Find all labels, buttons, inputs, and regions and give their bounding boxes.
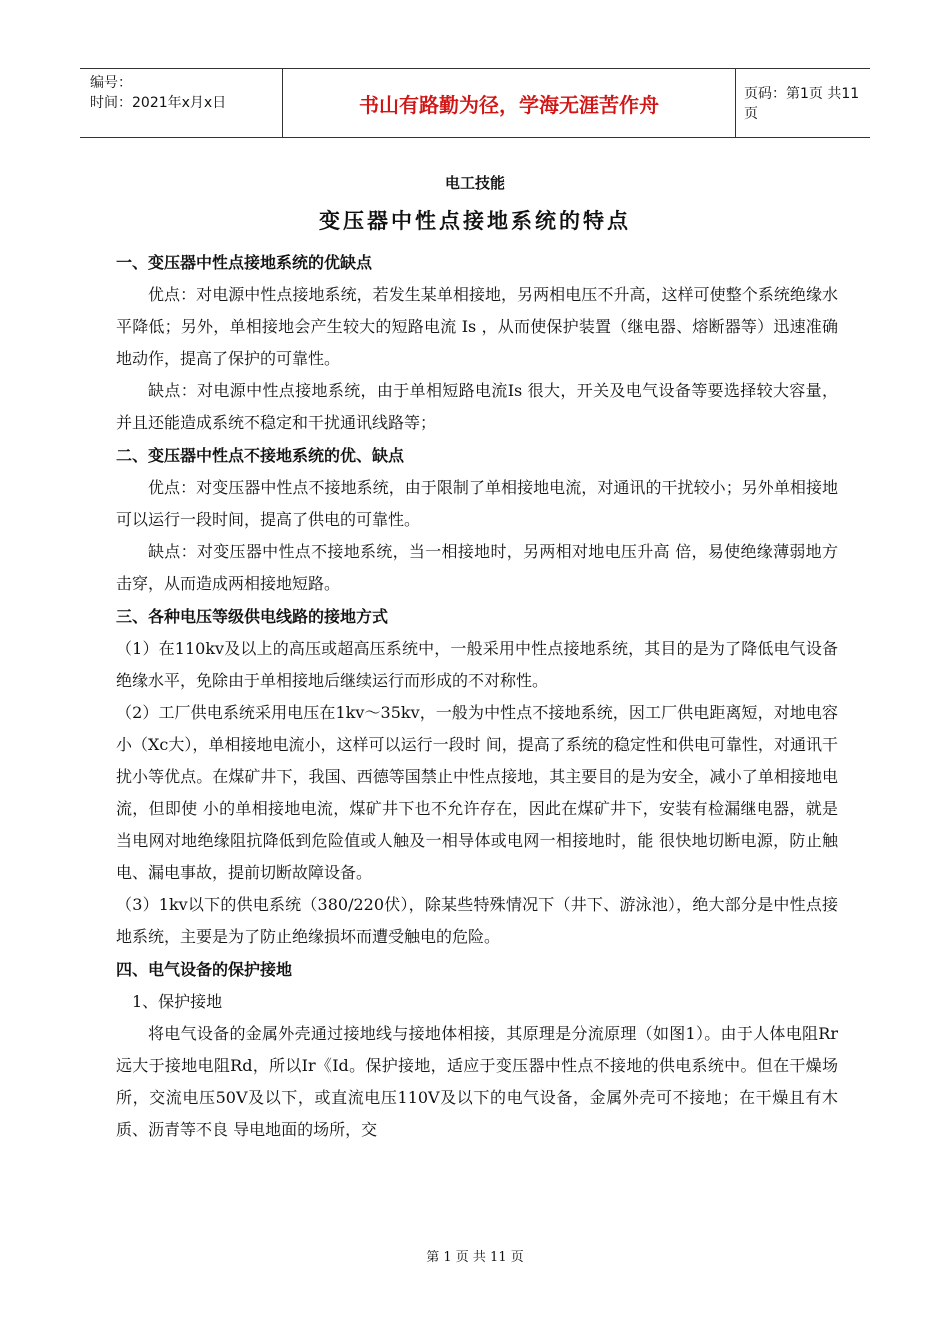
header-motto: 书山有路勤为径，学海无涯苦作舟 — [282, 69, 736, 137]
document-header — [80, 68, 870, 138]
date-label: 时间：2021年x月x日 — [90, 95, 227, 111]
section-1-heading: 一、变压器中性点接地系统的优缺点 — [116, 253, 373, 272]
page-footer: 第 1 页 共 11 页 — [426, 1250, 524, 1265]
document-body — [116, 246, 838, 1146]
section-4-heading: 四、电气设备的保护接地 — [116, 960, 293, 979]
section-4-paragraph: 将电气设备的金属外壳通过接地线与接地体相接，其原理是分流原理（如图1）。由于人体电阻Rr远大于接地电阻Rd，所以Ir《Id。保护接地，适应于变压器中性点不接地的供电系统中。但在干燥场所，交流电压50V及以下，或直流电压110V及以下的电气设备，金属外壳可不接地；在干燥且有木质、沥青等不良 导电地面的场所，交 — [116, 1024, 838, 1139]
number-label: 编号： — [90, 75, 132, 91]
section-3-item-1: （1）在110kv及以上的高压或超高压系统中，一般采用中性点接地系统，其目的是为了降低电气设备绝缘水平，免除由于单相接地后继续运行而形成的不对称性。 — [116, 639, 838, 690]
section-2-disadvantages: 缺点：对变压器中性点不接地系统，当一相接地时，另两相对地电压升高 倍，易使绝缘薄弱地方击穿，从而造成两相接地短路。 — [116, 542, 838, 593]
header-meta — [80, 69, 282, 137]
section-4-subheading: 1、保护接地 — [132, 992, 223, 1011]
section-3-item-2: （2）工厂供电系统采用电压在1kv～35kv，一般为中性点不接地系统，因工厂供电距离短，对地电容小（Xc大），单相接地电流小，这样可以运行一段时 间，提高了系统的稳定性和供电可靠性，对通讯干扰小等优点。在煤矿井下，我国、西德等国禁止中性点接地，其主要目的是为安全，减小了单相接地电流，但即使 小的单相接地电流，煤矿井下也不允许存在，因此在煤矿井下，安装有检漏继电器，就是当电网对地绝缘阻抗降低到危险值或人触及一相导体或电网一相接地时，能 很快地切断电源，防止触电、漏电事故，提前切断故障设备。 — [116, 703, 838, 882]
section-1-disadvantages: 缺点：对电源中性点接地系统，由于单相短路电流Is 很大，开关及电气设备等要选择较大容量，并且还能造成系统不稳定和干扰通讯线路等； — [116, 381, 838, 432]
section-1-advantages: 优点：对电源中性点接地系统，若发生某单相接地，另两相电压不升高，这样可使整个系统绝缘水平降低；另外，单相接地会产生较大的短路电流 Is ，从而使保护装置（继电器、熔断器等）迅速准确地动作，提高了保护的可靠性。 — [116, 285, 838, 368]
section-3-heading: 三、各种电压等级供电线路的接地方式 — [116, 607, 389, 626]
section-3-item-3: （3）1kv以下的供电系统（380/220伏），除某些特殊情况下（井下、游泳池），绝大部分是中性点接地系统，主要是为了防止绝缘损坏而遭受触电的危险。 — [116, 895, 838, 946]
section-2-heading: 二、变压器中性点不接地系统的优、缺点 — [116, 446, 405, 465]
header-page-label: 页码：第1页 共11页 — [744, 86, 860, 122]
page-title: 变压器中性点接地系统的特点 — [319, 209, 631, 233]
subject-heading: 电工技能 — [444, 174, 505, 192]
section-2-advantages: 优点：对变压器中性点不接地系统，由于限制了单相接地电流，对通讯的干扰较小；另外单相接地可以运行一段时间，提高了供电的可靠性。 — [116, 478, 838, 529]
